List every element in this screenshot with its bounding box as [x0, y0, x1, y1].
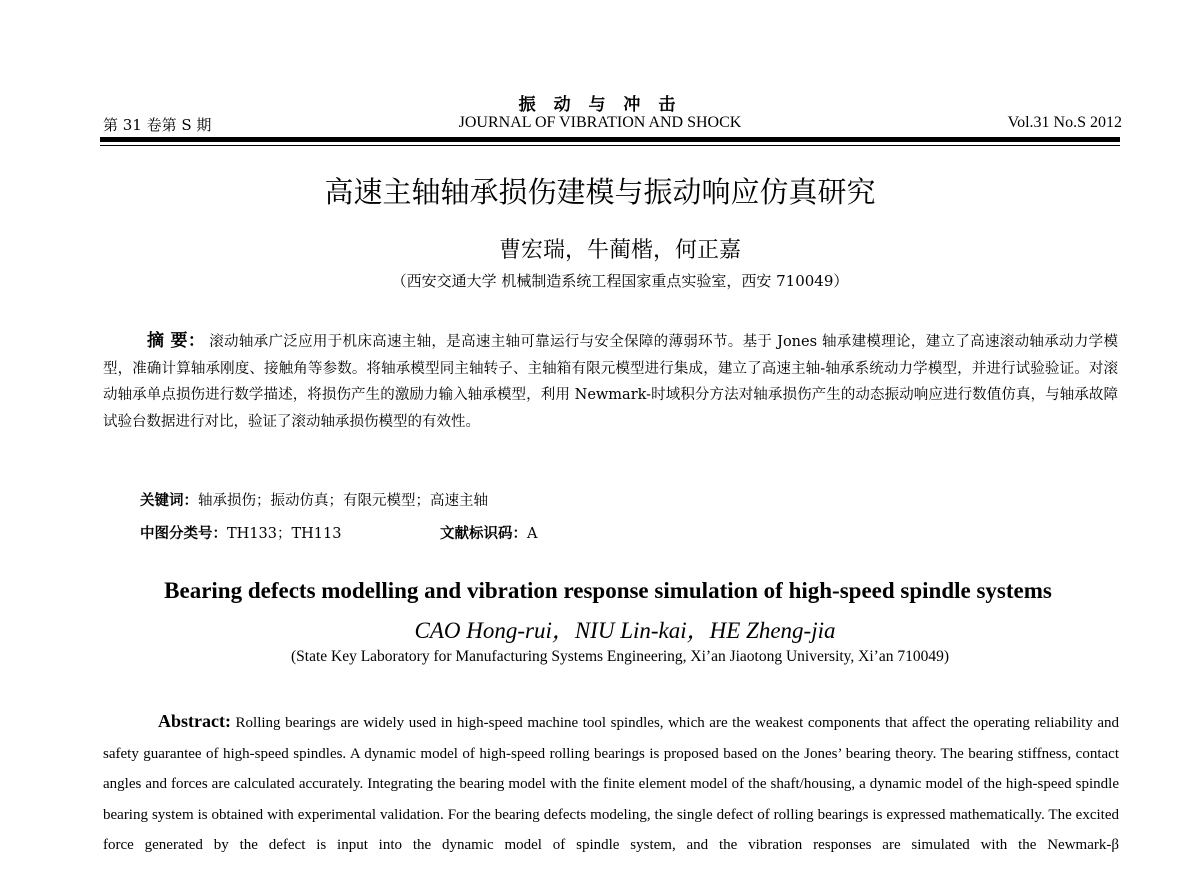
paper-title-en: Bearing defects modelling and vibration response simulation of high-speed spindle systems — [164, 578, 1052, 603]
abstract-cn — [103, 328, 1118, 435]
abstract-en — [103, 706, 1119, 861]
issue-label-cn: 第 31 卷第 S 期 — [103, 116, 212, 134]
document-code-text: A — [527, 526, 538, 542]
affiliation-cn: （西安交通大学 机械制造系统工程国家重点实验室，西安 710049） — [391, 272, 849, 290]
abstract-en-text: Rolling bearings are widely used in high-speed machine tool spindles, which are the weakest components that affect the operating reliability and safety guarantee of high-speed spindles. A dynamic model of high-speed rolling bearings is proposed based on the Jones’ bearing theory. The bearing stiffness, contact angles and forces are calculated accurately. Integrating the bearing model with the finite element model of the shaft/housing, a dynamic model of the high-speed spindle bearing system is obtained with experimental validation. For the bearing defects modeling, the single defect of rolling bearings is expressed mathematically. The excited force generated by the defect is input into the dynamic model of spindle system, and the vibration responses are simulated with the Newmark-β — [103, 715, 1120, 853]
document-code-line — [440, 522, 537, 543]
keywords-text: 轴承损伤；振动仿真；有限元模型；高速主轴 — [198, 493, 488, 509]
issue-label-en: Vol.31 No.S 2012 — [1007, 114, 1122, 131]
affiliation-en: (State Key Laboratory for Manufacturing Systems Engineering, Xi’an Jiaotong University, Xi’an 710049) — [290, 648, 950, 665]
classification-text: TH133；TH113 — [227, 526, 342, 542]
authors-en: CAO Hong-rui，NIU Lin-kai，HE Zheng-jia — [414, 618, 836, 643]
abstract-cn-label: 摘 要： — [147, 331, 206, 351]
classification-label: 中图分类号： — [140, 525, 227, 542]
paper-title-cn: 高速主轴轴承损伤建模与振动响应仿真研究 — [324, 175, 876, 209]
keywords-line — [140, 489, 488, 510]
header-rule-thick — [100, 137, 1120, 142]
header-rule-thin — [100, 145, 1120, 146]
journal-title-en: JOURNAL OF VIBRATION AND SHOCK — [458, 114, 742, 131]
journal-title-cn: 振 动 与 冲 击 — [518, 95, 682, 115]
authors-cn: 曹宏瑞，牛蔺楷，何正嘉 — [498, 238, 741, 263]
keywords-label: 关键词： — [140, 492, 198, 509]
document-code-label: 文献标识码： — [440, 525, 527, 542]
abstract-en-label: Abstract: — [158, 711, 231, 731]
classification-line — [140, 522, 342, 543]
abstract-cn-text: 滚动轴承广泛应用于机床高速主轴，是高速主轴可靠运行与安全保障的薄弱环节。基于 Jones 轴承建模理论，建立了高速滚动轴承动力学模型，准确计算轴承刚度、接触角等参数。将轴承模型同主轴转子、主轴箱有限元模型进行集成，建立了高速主轴-轴承系统动力学模型，并进行试验验证。对滚动轴承单点损伤进行数学描述，将损伤产生的激励力输入轴承模型，利用 Newmark-时域积分方法对轴承损伤产生的动态振动响应进行数值仿真，与轴承故障试验台数据进行对比，验证了滚动轴承损伤模型的有效性。 — [103, 334, 1118, 430]
